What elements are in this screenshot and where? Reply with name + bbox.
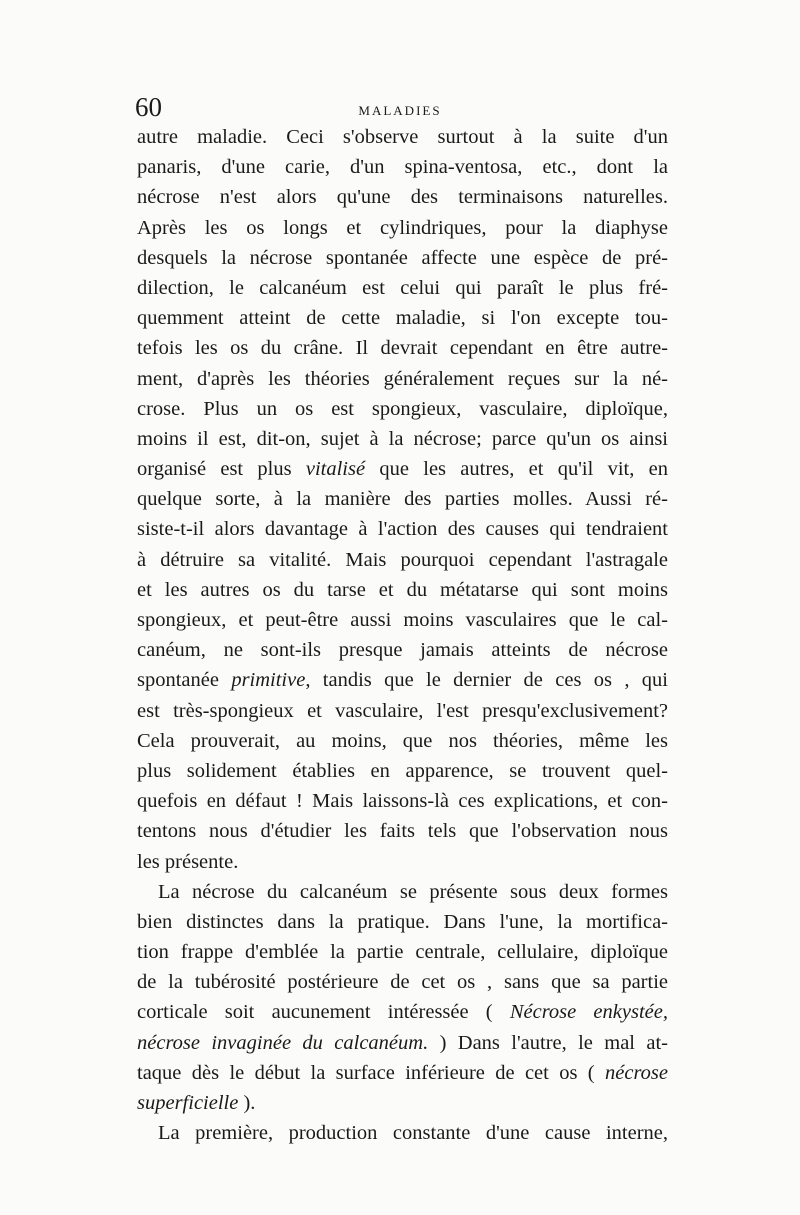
text-line bbox=[137, 394, 668, 424]
text-segment: quefois en défaut ! Mais laissons-là ces explications, et con- bbox=[137, 790, 668, 813]
text-segment: ). bbox=[238, 1092, 256, 1114]
text-segment: autre maladie. Ceci s'observe surtout à la suite d'un bbox=[137, 126, 668, 148]
text-segment: spontanée bbox=[137, 669, 232, 692]
text-segment: taque dès le début la surface inférieure de cet os ( bbox=[137, 1061, 605, 1084]
text-line bbox=[137, 333, 668, 363]
text-line bbox=[137, 847, 668, 877]
text-line bbox=[137, 1088, 668, 1118]
text-line bbox=[137, 1028, 668, 1058]
text-line bbox=[137, 605, 668, 635]
text-segment: La nécrose du calcanéum se présente sous deux formes bbox=[158, 880, 668, 903]
text-segment: moins il est, dit-on, sujet à la nécrose; parce qu'un os ainsi bbox=[137, 427, 668, 450]
text-segment: La première, production constante d'une cause interne, bbox=[158, 1122, 668, 1145]
text-segment: desquels la nécrose spontanée affecte une espèce de pré- bbox=[137, 246, 668, 269]
text-segment: corticale soit aucunement intéressée ( bbox=[137, 1001, 510, 1024]
text-segment: Après les os longs et cylindriques, pour la diaphyse bbox=[137, 216, 668, 239]
italic-text: primitive bbox=[231, 669, 306, 692]
italic-text: nécrose bbox=[605, 1061, 668, 1084]
body-text bbox=[137, 122, 668, 1148]
text-line bbox=[137, 786, 668, 816]
text-line bbox=[137, 303, 668, 333]
text-segment: panaris, d'une carie, d'un spina-ventosa, etc., dont la bbox=[137, 156, 668, 179]
text-line bbox=[137, 816, 668, 846]
running-title: MALADIES bbox=[358, 103, 442, 118]
text-segment: quemment atteint de cette maladie, si l'on excepte tou- bbox=[137, 307, 668, 330]
text-segment: tion frappe d'emblée la partie centrale, cellulaire, diploïque bbox=[137, 941, 668, 964]
text-line bbox=[137, 726, 668, 756]
text-segment: ) Dans l'autre, le mal at- bbox=[428, 1031, 668, 1054]
italic-text: superficielle bbox=[137, 1092, 239, 1114]
text-segment: tentons nous d'étudier les faits tels que l'observation nous bbox=[137, 820, 668, 843]
text-line bbox=[137, 756, 668, 786]
text-line bbox=[137, 484, 668, 514]
text-segment: à détruire sa vitalité. Mais pourquoi cependant l'astragale bbox=[137, 548, 668, 571]
text-segment: tefois les os du crâne. Il devrait cependant en être autre- bbox=[137, 337, 668, 360]
text-segment: spongieux, et peut-être aussi moins vasculaires que le cal- bbox=[137, 609, 668, 631]
text-segment: les présente. bbox=[137, 850, 239, 873]
italic-text: Nécrose enkystée, bbox=[509, 1001, 668, 1024]
text-segment: , tandis que le dernier de ces os , qui bbox=[305, 669, 668, 692]
text-line bbox=[137, 937, 668, 967]
page-number: 60 bbox=[135, 92, 162, 122]
text-segment: que les autres, et qu'il vit, en bbox=[365, 458, 668, 481]
text-segment: organisé est plus bbox=[137, 458, 306, 481]
text-segment: quelque sorte, à la manière des parties molles. Aussi ré- bbox=[137, 488, 668, 511]
text-line bbox=[137, 514, 668, 544]
text-line bbox=[137, 1118, 668, 1148]
text-segment: siste-t-il alors davantage à l'action des causes qui tendraient bbox=[137, 518, 668, 541]
text-line bbox=[137, 997, 668, 1027]
text-line bbox=[137, 182, 668, 212]
text-segment: plus solidement établies en apparence, se trouvent quel- bbox=[137, 759, 668, 782]
text-line bbox=[137, 575, 668, 605]
text-line bbox=[137, 696, 668, 726]
italic-text: nécrose invaginée du calcanéum. bbox=[137, 1031, 429, 1054]
text-line bbox=[137, 152, 668, 182]
text-segment: de la tubérosité postérieure de cet os , sans que sa partie bbox=[137, 971, 668, 994]
text-segment: est très-spongieux et vasculaire, l'est presqu'exclusivement? bbox=[137, 699, 668, 722]
text-line bbox=[137, 665, 668, 695]
text-segment: Cela prouverait, au moins, que nos théories, même les bbox=[137, 729, 668, 752]
text-segment: dilection, le calcanéum est celui qui paraît le plus fré- bbox=[137, 276, 668, 299]
text-segment: ment, d'après les théories généralement reçues sur la né- bbox=[137, 367, 668, 390]
text-line bbox=[137, 635, 668, 665]
text-line bbox=[137, 1058, 668, 1088]
text-segment: crose. Plus un os est spongieux, vasculaire, diploïque, bbox=[137, 397, 668, 420]
text-segment: canéum, ne sont-ils presque jamais atteints de nécrose bbox=[137, 639, 668, 662]
text-line bbox=[137, 877, 668, 907]
text-line bbox=[137, 273, 668, 303]
text-line bbox=[137, 364, 668, 394]
italic-text: vitalisé bbox=[305, 458, 366, 481]
text-line bbox=[137, 545, 668, 575]
text-line bbox=[137, 213, 668, 243]
text-line bbox=[137, 122, 668, 152]
text-segment: et les autres os du tarse et du métatarse qui sont moins bbox=[137, 578, 668, 601]
text-segment: nécrose n'est alors qu'une des terminaisons naturelles. bbox=[137, 186, 668, 209]
text-line bbox=[137, 454, 668, 484]
text-line bbox=[137, 243, 668, 273]
text-segment: bien distinctes dans la pratique. Dans l'une, la mortifica- bbox=[137, 910, 668, 933]
text-line bbox=[137, 907, 668, 937]
text-line bbox=[137, 967, 668, 997]
text-line bbox=[137, 424, 668, 454]
